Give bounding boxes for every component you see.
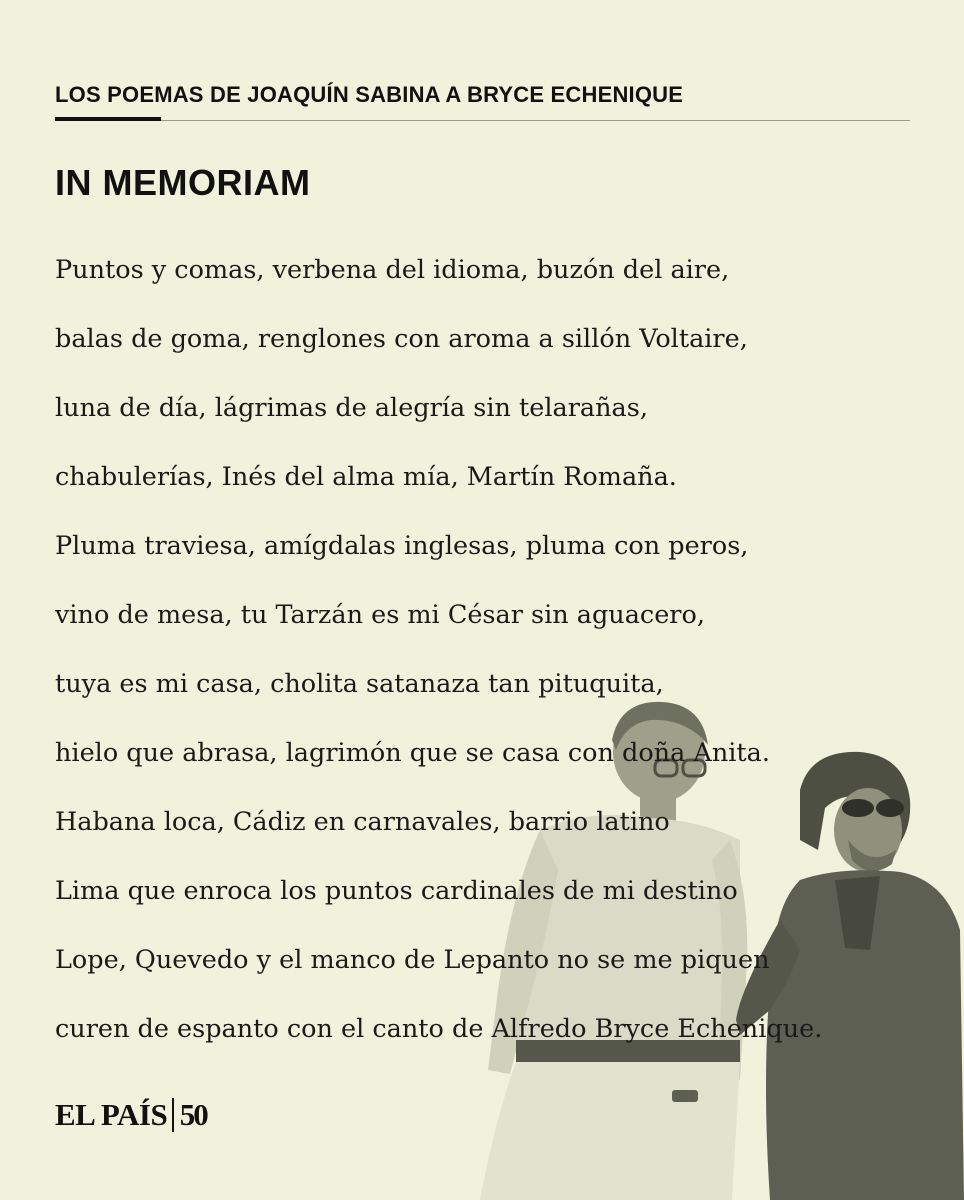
poem-line: balas de goma, renglones con aroma a sillón Voltaire,: [55, 324, 748, 354]
poem-line: curen de espanto con el canto de Alfredo Bryce Echenique.: [55, 1014, 823, 1044]
el-pais-logo: [55, 1095, 207, 1135]
poem-line: tuya es mi casa, cholita satanaza tan pituquita,: [55, 669, 664, 699]
header-accent-bar: [55, 117, 161, 121]
logo-anniversary: 50: [179, 1097, 207, 1132]
logo-separator: [172, 1098, 174, 1132]
poem-verses: [55, 236, 822, 1064]
poem-line: Lope, Quevedo y el manco de Lepanto no se me piquen: [55, 945, 770, 975]
header-divider: [55, 120, 910, 121]
poem-line: hielo que abrasa, lagrimón que se casa con doña Anita.: [55, 738, 770, 768]
poem-line: Puntos y comas, verbena del idioma, buzón del aire,: [55, 255, 730, 285]
poem-line: vino de mesa, tu Tarzán es mi César sin aguacero,: [55, 600, 705, 630]
logo-name: EL PAÍS: [55, 1097, 168, 1132]
poem-line: luna de día, lágrimas de alegría sin telarañas,: [55, 393, 648, 423]
poem-line: Habana loca, Cádiz en carnavales, barrio latino: [55, 807, 670, 837]
poem-line: chabulerías, Inés del alma mía, Martín Romaña.: [55, 462, 677, 492]
section-kicker: LOS POEMAS DE JOAQUÍN SABINA A BRYCE ECHENIQUE: [55, 82, 684, 107]
poem-line: Pluma traviesa, amígdalas inglesas, pluma con peros,: [55, 531, 749, 561]
poem-line: Lima que enroca los puntos cardinales de mi destino: [55, 876, 738, 906]
poem-title: IN MEMORIAM: [55, 162, 311, 203]
